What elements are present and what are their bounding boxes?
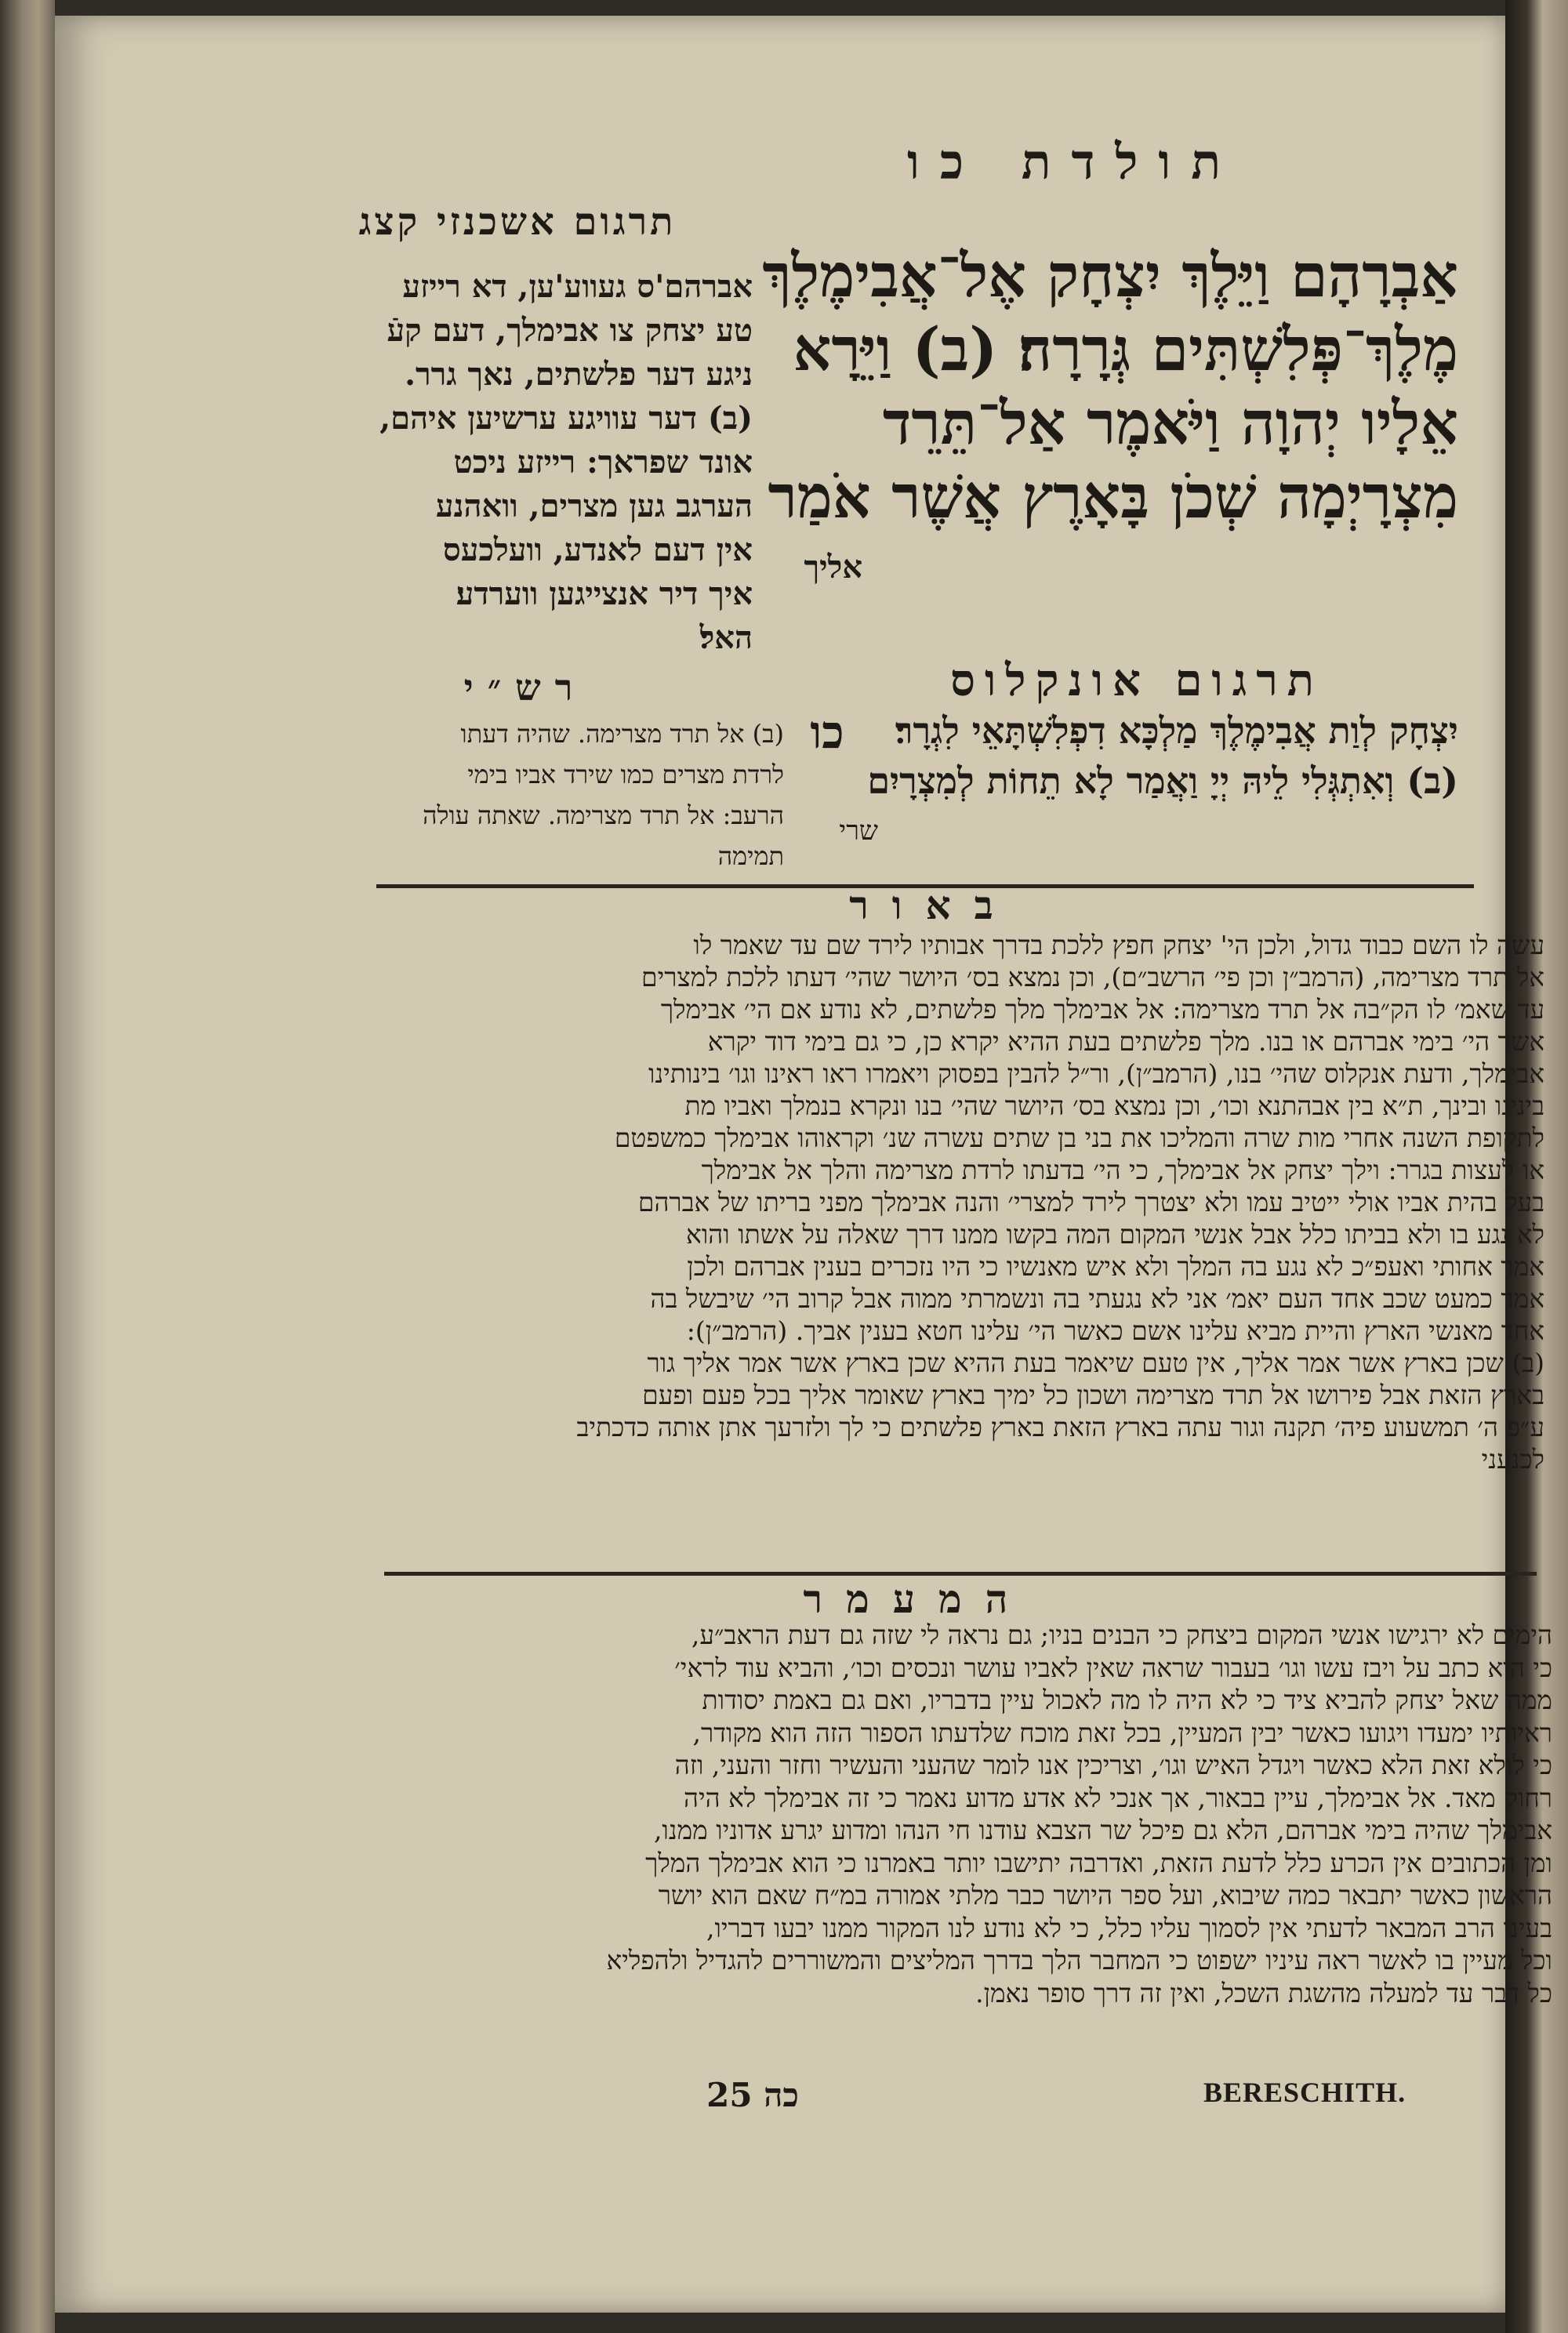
page-number: 25 כה [706,2076,799,2114]
onkelos-line: יִצְחָק לְוַת אֲבִימֶלֶךְ מַלְכָּא דִפְלִשְׁתָּאֵי לִגְרָר׃ [895,709,1458,752]
targum-header: תרגום אשכנזי קצג [358,200,677,244]
yiddish-line: אברהם'ס געווע'ען, דא רייזע [402,268,753,305]
yiddish-translation [298,265,753,660]
meamer-text [392,1619,1552,2009]
meamer-line: רחוק מאד. אל אבימלך, עיין בבאור, אך אנכי לא אדע מדוע נאמר כי זה אבימלך לא היה [683,1782,1552,1813]
meamer-line: אבימלך שהיה בימי אברהם, הלא גם פיכל שר הצבא עודנו חי הנהו ומדוע יגרע אדוניו ממנו, [653,1815,1552,1845]
yiddish-line: אונד שפראך: רייזע ניכט [453,444,753,481]
biur-line: אל תרד מצרימה, (הרמב״ן וכן פי׳ הרשב״ם), וכן נמצא בס׳ היושר שהי׳ דעתו ללכת למצרים [641,962,1544,992]
rashi-line: (ב) אל תרד מצרימה. שהיה דעתו [460,719,784,749]
biur-line: לתקופת השנה אחרי מות שרה והמליכו את בני בן שתים עשרה שנ׳ וקראוהו אבימלך כמשפטם [614,1123,1544,1153]
verse-line: אֵלָיו יְהוָה וַיֹּאמֶר אַל־תֵּרֵד [882,388,1458,458]
biur-line: אמר כמעט שכב אחד העם יאמ׳ אני לא נגעתי בה ונשמרתי ממוה אבל קרוב הי׳ שיבשל בה [650,1283,1544,1314]
onkelos-text [808,706,1458,806]
yiddish-line: טע יצחק צו אבימלך, דעם קעֿ [387,312,753,349]
book-page [55,16,1552,2313]
biur-line: (ב) שכן בארץ אשר אמר אליך, אין טעם שיאמר בעת ההיא שכן בארץ אשר אמר אליך גור [647,1348,1544,1378]
biur-line: בינינו ובינך, ת״א בין אבהתנא וכו׳, וכן נמצא בס׳ היושר שהי׳ בנו ונקרא בנמלך ואביו מת [684,1090,1544,1121]
meamer-line: כי לולא זאת הלא כאשר ויגדל האיש וגו׳, וצריכין אנו לומר שהעני והעשיר וחזר והעני, וזה [674,1750,1552,1780]
biur-line: לא נגע בו ולא בביתו כלל אבל אנשי המקום המה בקשו ממנו דרך שאלה על אשתו והוא [686,1219,1544,1250]
biur-line: בארץ הזאת אבל פירושו אל תרד מצרימה ושכון כל ימיך בארץ שאומר אליך בכל פעם ופעם [642,1380,1544,1410]
meamer-line: וכל מעיין בו לאשר ראה עיניו ישפוט כי המחבר הלך בדרך המליצים והמשוררים להגדיל ולהפליא [606,1945,1552,1976]
meamer-line: ומן הכתובים אין הכרע כלל לדעת הזאת, ואדרבה יתישבו יותר באמרנו כי הוא אבימלך המלך [645,1847,1552,1878]
rashi-line: תמימה [717,841,784,871]
onkelos-title: תרגום אונקלוס [950,655,1323,706]
meamer-line: כל דבר עד למעלה מהשגת השכל, ואין זה דרך סופר נאמן. [975,1977,1552,2008]
verse-text [760,239,1458,534]
book-edge-left [0,0,55,2333]
meamer-line: ממה שאל יצחק להביא ציד כי לא היה לו מה לאכול עיין בדבריו, ואם גם באמת יסודות [702,1685,1552,1715]
biur-line: אחד מאנשי הארץ והיית מביא עלינו אשם כאשר הי׳ עלינו חטא בענין אביך. (הרמב״ן): [686,1315,1544,1346]
rashi-chapter: כו [810,706,844,759]
meamer-line: הראשון כאשר יתבאר כמה שיבוא, ועל ספר היושר כבר מלתי אמורה במ״ח שאם הוא יושר [658,1880,1552,1910]
biur-line: או לעצות בגרר: וילך יצחק אל אבימלך, כי הי׳ בדעתו לרדת מצרימה והלך אל אבימלך [701,1155,1544,1185]
meamer-line: הימים לא ירגישו אנשי המקום ביצחק כי הבנים בניו; גם נראה לי שזה גם דעת הראב״ע, [691,1620,1552,1650]
onkelos-catchword: שרי [839,815,878,847]
biur-line: לכנעני [1481,1444,1544,1475]
book-name: BERESCHITH. [1203,2077,1406,2108]
yiddish-line: איך דיר אנצייגען ווערדע׃ [456,575,753,612]
rashi-line: לרדת מצרים כמו שירד אביו בימי [467,760,784,789]
verse-line: מֶלֶךְ־פְּלִשְׁתִּים גְּרָרָה׃ (ב) וַיֵּרָא [793,314,1458,384]
yiddish-line: הערגב גען מצרים, וואהנע [435,488,753,524]
onkelos-line: (ב) וְאִתְגְּלִי לֵיהּ יְיָ וַאֲמַר לָא תֵחוֹת לְמִצְרָיִם [867,760,1458,802]
biur-line: אבימלך, ודעת אנקלוס שהי׳ בנו, (הרמב״ן), ור״ל להבין בפסוק ויאמרו ראו ראינו וגו׳ בינותינו [648,1058,1544,1089]
verse-line: מִצְרָיְמָה שְׁכֹן בָּאָרֶץ אֲשֶׁר אֹמַר [768,462,1458,532]
meamer-line: ראיותיו ימעדו ויגועו כאשר יבין המעיין, בכל זאת מוכח שלדעתו הספור הזה הוא מקודר, [692,1717,1552,1748]
yiddish-line: (ב) דער עוויגע ערשיען איהם, [379,400,753,437]
biur-line: עד שאמ׳ לו הק״בה אל תרד מצרימה: אל אבימלך מלך פלשתים, לא נודע אם הי׳ אבימלך [660,994,1544,1025]
rashi-text [298,713,784,876]
biur-line: ע״פ ה׳ תמשעוע פיה׳ תקנה וגור עתה בארץ הזאת בארץ פלשתים כי לך ולזרעך אתן אותה כדכתיב [576,1412,1544,1442]
verse-line: אַבְרָהָם וַיֵּלֶךְ יִצְחָק אֶל־אֲבִימֶלֶךְ [762,241,1458,310]
biur-line: עשה לו השם כבוד גדול, ולכן הי' יצחק חפץ ללכת בדרך אבותיו לירד שם עד שאמר לו [693,930,1544,960]
meamer-title: המעמר [803,1576,1032,1622]
rashi-line: הרעב: אל תרד מצרימה. שאתה עולה [423,800,784,830]
biur-text [384,929,1544,1475]
yiddish-line: האל׃ [699,619,753,656]
verse-catchword: אליך [804,549,862,586]
yiddish-line: אין דעם לאנדע, וועלכעס [443,532,753,568]
biur-line: אמר אחותי ואעפ״כ לא נגע בה המלך ולא איש מאנשיו כי היו נזכרים בענין אברהם ולכן [687,1251,1544,1282]
parasha-header: תולדת כו [906,133,1242,190]
yiddish-line: ניגע דער פלשתים, נאך גרר. [405,356,753,393]
biur-line: בעל בהית אביו אולי ייטיב עמו ולא יצטרך לירד למצרי׳ והנה אבימלך מפני בריתו של אברהם [637,1187,1544,1217]
meamer-line: בעיני הרב המבאר לדעתי אין לסמוך עליו כלל, כי לא נודע לנו המקור ממנו יבעו דבריו, [706,1912,1552,1943]
biur-line: אשר הי׳ בימי אברהם או בנו. מלך פלשתים בעת ההיא יקרא כן, כי גם בימי דוד יקרא [707,1026,1544,1057]
rashi-title: רש״י [463,666,587,709]
biur-title: באור [849,882,1017,928]
meamer-line: כי הוא כתב על ויבז עשו וגו׳ בעבור שראה שאין לאביו עושר ונכסים וכו׳, והביא עוד לראי׳ [674,1652,1552,1683]
